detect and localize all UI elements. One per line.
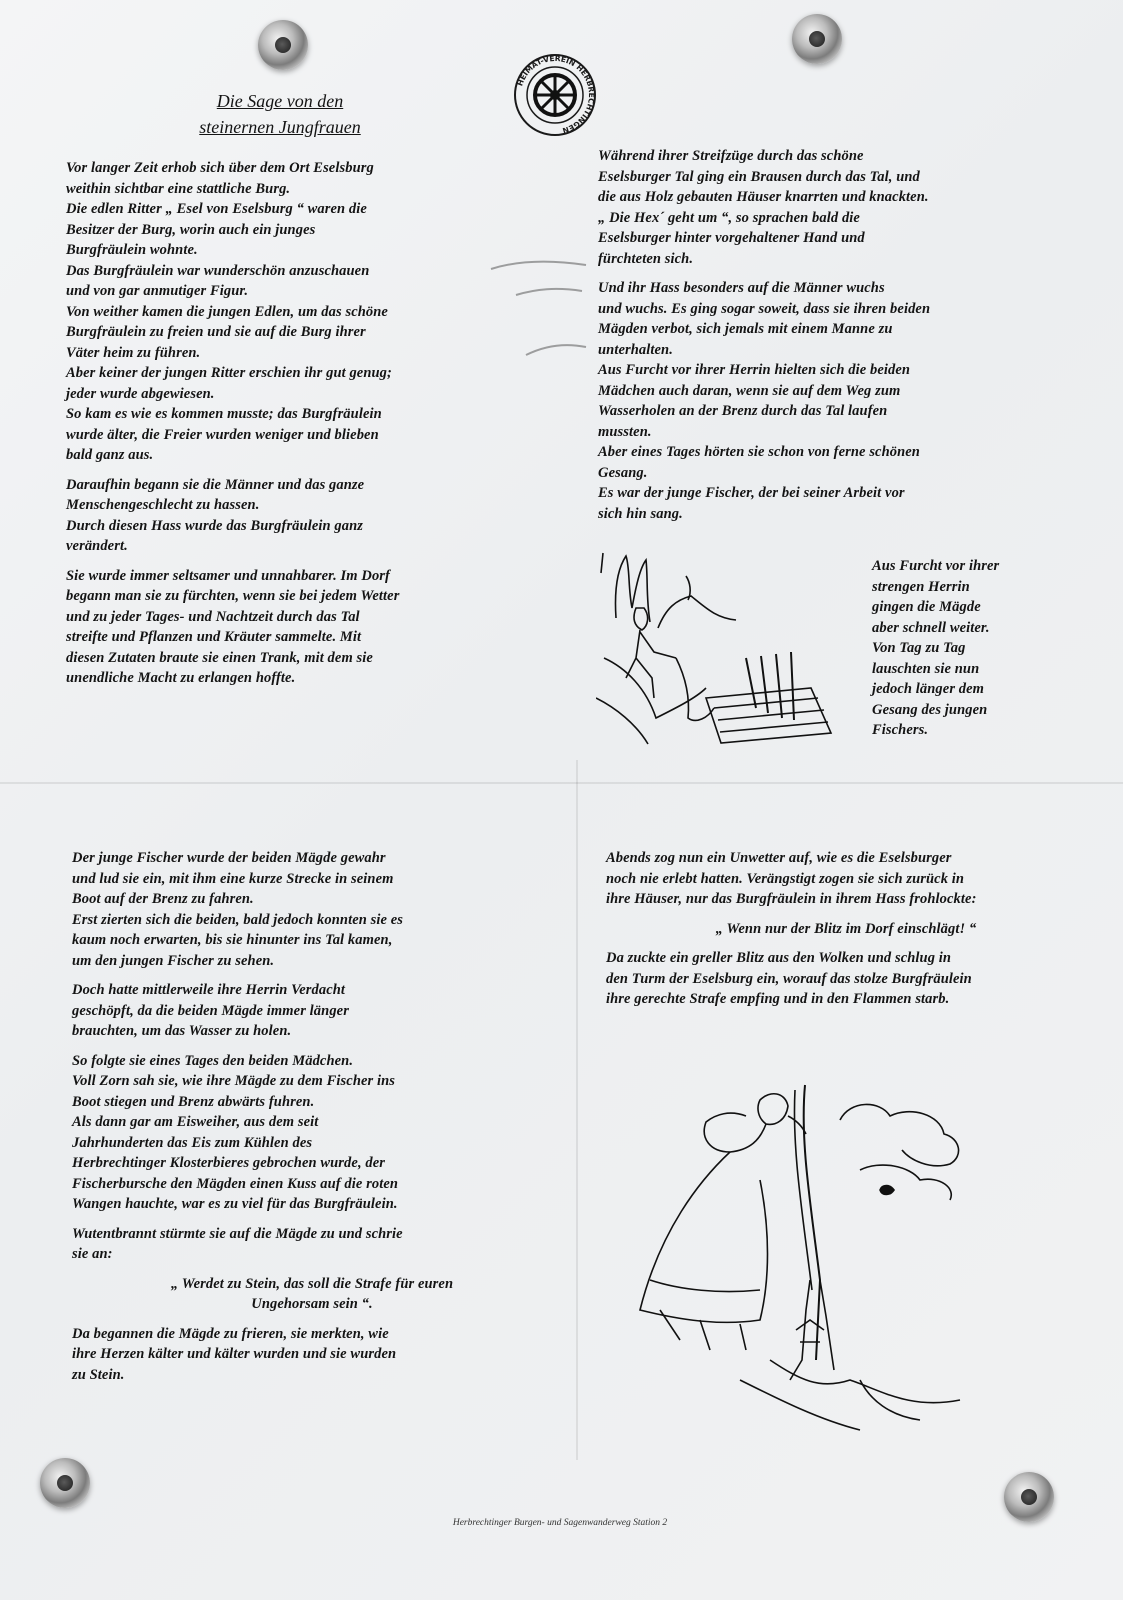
paragraph: Während ihrer Streifzüge durch das schöne Eselsburger Tal ging ein Brausen durch das Tal, und die aus Holz gebauten Häuser knarrten und knackten. „ Die Hex´ geht um “, so sprachen bald die Eselsburger hinter vorgehaltener Hand und fürchteten sich. (598, 148, 929, 267)
logo-ring-text: HEIMAT-VEREIN HERBRECHTINGEN (515, 53, 597, 136)
mounting-screw-top-right (792, 14, 842, 64)
curse-quote: „ Werdet zu Stein, das soll die Strafe für euren Ungehorsam sein “. (170, 1275, 454, 1312)
paragraph: Der junge Fischer wurde der beiden Mägde gewahr und lud sie ein, mit ihm eine kurze Strecke in seinem Boot auf der Brenz zu fahren. Erst zierten sich die beiden, bald jedoch konnten sie es kaum noch erwarten, bis sie hinunter ins Tal kamen, um den jungen Fischer zu sehen. (72, 850, 404, 969)
fisherman-illustration (596, 548, 858, 748)
paragraph: Wutentbrannt stürmte sie auf die Mägde zu und schrie sie an: (72, 1225, 403, 1262)
mounting-screw-bottom-right (1004, 1472, 1054, 1522)
story-section-3 (72, 848, 532, 1394)
scratch-mark (486, 215, 596, 375)
paragraph: Daraufhin begann sie die Männer und das ganze Menschengeschlecht zu hassen. Durch diesen Hass wurde das Burgfräulein ganz verändert. (66, 476, 365, 554)
story-section-1 (66, 158, 506, 698)
paragraph: Sie wurde immer seltsamer und unnahbarer. Im Dorf begann man sie zu fürchten, wenn sie bei jedem Wetter und zu jeder Tages- und Nachtzeit durch das Tal streifte und Pflanzen und Kräuter sammelte. Mit diesen Zutaten braute sie einen Trank, mit dem sie unendliche Macht zu erlangen hoffte. (66, 567, 400, 686)
story-section-2 (598, 146, 1038, 533)
story-side-text: Aus Furcht vor ihrer strengen Herrin gingen die Mägde aber schnell weiter. Von Tag zu Tag lauschten sie nun jedoch länger dem Gesang des jungen Fischers. (872, 558, 1000, 738)
paragraph: Vor langer Zeit erhob sich über dem Ort Eselsburg weithin sichtbar eine stattliche Burg. Die edlen Ritter „ Esel von Eselsburg “ waren die Besitzer der Burg, worin auch ein junges Burgfräulein wohnte. Das Burgfräulein war wunderschön anzuschauen und von gar anmutiger Figur. Von weither kamen die jungen Edlen, um das schöne Burgfräulein zu freien und sie auf die Burg ihrer Väter heim zu führen. Aber keiner der jungen Ritter erschien ihr gut genug; jeder wurde abgewiesen. So kam es wie es kommen musste; das Burgfräulein wurde älter, die Freier wurden weniger und blieben bald ganz aus. (66, 160, 392, 463)
mounting-screw-top-left (258, 20, 308, 70)
paragraph: Da begannen die Mägde zu frieren, sie merkten, wie ihre Herzen kälter und kälter wurden und sie wurden zu Stein. (72, 1325, 397, 1383)
paragraph: Doch hatte mittlerweile ihre Herrin Verdacht geschöpft, da die beiden Mägde immer länger brauchten, um das Wasser zu holen. (72, 982, 349, 1039)
paragraph: Abends zog nun ein Unwetter auf, wie es die Eselsburger noch nie erlebt hatten. Verängstigt zogen sie sich zurück in ihre Häuser, nur das Burgfräulein in ihrem Hass frohlockte: (606, 850, 977, 907)
paragraph: So folgte sie eines Tages den beiden Mädchen. Voll Zorn sah sie, wie ihre Mägde zu dem Fischer ins Boot stiegen und Brenz abwärts fuhren. Als dann gar am Eisweiher, aus dem seit Jahrhunderten das Eis zum Kühlen des Herbrechtinger Klosterbieres gebrochen wurde, der Fischerbursche den Mägden einen Kuss auf die roten Wangen hauchte, war es zu viel für das Burgfräulein. (72, 1052, 399, 1212)
wheel-icon (535, 75, 575, 115)
mounting-screw-bottom-left (40, 1458, 90, 1508)
footer-station-label: Herbrechtinger Burgen- und Sagenwanderweg Station 2 (452, 1518, 668, 1528)
page-title: Die Sage von den steinernen Jungfrauen (199, 91, 361, 137)
story-section-4 (606, 848, 1086, 1019)
lightning-quote: „ Wenn nur der Blitz im Dorf einschlägt! “ (715, 920, 977, 937)
paragraph: Und ihr Hass besonders auf die Männer wuchs und wuchs. Es ging sogar soweit, dass sie ihren beiden Mägden verbot, sich jemals mit einem Manne zu unterhalten. Aus Furcht vor ihrer Herrin hielten sich die beiden Mädchen auch daran, wenn sie auf dem Weg zum Wasserholen an der Brenz durch das Tal laufen mussten. Aber eines Tages hörten sie schon von ferne schönen Gesang. Es war der junge Fischer, der bei seiner Arbeit vor sich hin sang. (598, 280, 931, 522)
panel-divider-horizontal (0, 782, 1123, 784)
panel-divider-vertical (576, 760, 578, 1460)
heimatverein-logo (512, 52, 598, 138)
paragraph: Da zuckte ein greller Blitz aus den Wolken und schlug in den Turm der Eselsburg ein, worauf das stolze Burgfräulein ihre gerechte Strafe empfing und in den Flammen starb. (606, 950, 972, 1007)
burgfraeulein-lightning-illustration (620, 1080, 980, 1440)
